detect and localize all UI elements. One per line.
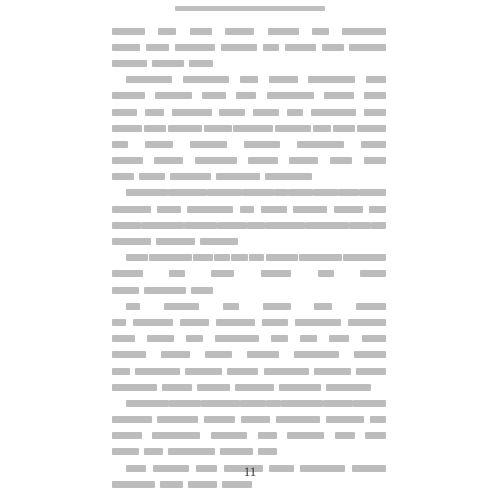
word-placeholder (370, 416, 386, 423)
word-placeholder (313, 189, 339, 196)
word-placeholder (126, 303, 140, 310)
word-placeholder (180, 319, 209, 326)
word-placeholder (221, 44, 257, 51)
word-placeholder (247, 351, 279, 358)
word-placeholder (227, 368, 258, 375)
word-placeholder (112, 109, 137, 116)
word-placeholder (144, 287, 186, 294)
word-placeholder (297, 141, 343, 148)
word-placeholder (207, 189, 242, 196)
word-placeholder (295, 319, 341, 326)
word-placeholder (190, 141, 227, 148)
word-placeholder (268, 28, 299, 35)
word-placeholder (326, 384, 371, 391)
word-placeholder (156, 238, 195, 245)
text-line (112, 412, 386, 428)
word-placeholder (204, 416, 235, 423)
word-placeholder (195, 157, 238, 164)
text-line (112, 298, 386, 314)
word-placeholder (197, 384, 230, 391)
word-placeholder (269, 76, 298, 83)
word-placeholder (334, 206, 363, 213)
word-placeholder (279, 384, 321, 391)
word-placeholder (144, 125, 166, 132)
text-line (112, 428, 386, 444)
text-line (112, 185, 386, 201)
word-placeholder (223, 303, 240, 310)
word-placeholder (247, 222, 265, 229)
word-placeholder (112, 416, 152, 423)
text-line (112, 395, 386, 411)
word-placeholder (189, 60, 212, 67)
word-placeholder (141, 222, 184, 229)
word-placeholder (112, 335, 135, 342)
word-placeholder (225, 28, 254, 35)
text-line (112, 233, 386, 249)
word-placeholder (240, 400, 266, 407)
word-placeholder (364, 92, 386, 99)
text-line (112, 104, 386, 120)
text-line (112, 444, 386, 460)
word-placeholder (145, 109, 164, 116)
word-placeholder (265, 173, 312, 180)
word-placeholder (190, 28, 212, 35)
word-placeholder (264, 368, 309, 375)
word-placeholder (338, 189, 359, 196)
paragraph (112, 298, 386, 395)
word-placeholder (287, 109, 304, 116)
word-placeholder (152, 60, 185, 67)
word-placeholder (261, 270, 292, 277)
word-placeholder (322, 44, 344, 51)
text-line (112, 347, 386, 363)
word-placeholder (274, 189, 288, 196)
word-placeholder (133, 319, 173, 326)
word-placeholder (294, 351, 339, 358)
word-placeholder (217, 222, 246, 229)
word-placeholder (216, 319, 255, 326)
text-line (112, 314, 386, 330)
word-placeholder (348, 319, 386, 326)
word-placeholder (275, 125, 311, 132)
word-placeholder (365, 432, 386, 439)
word-placeholder (281, 400, 324, 407)
word-placeholder (364, 109, 386, 116)
word-placeholder (169, 270, 185, 277)
word-placeholder (157, 416, 198, 423)
word-placeholder (164, 303, 199, 310)
word-placeholder (112, 481, 155, 488)
word-placeholder (112, 157, 143, 164)
word-placeholder (112, 287, 139, 294)
text-line (112, 217, 386, 233)
word-placeholder (112, 44, 140, 51)
word-placeholder (201, 400, 239, 407)
word-placeholder (205, 351, 232, 358)
word-placeholder (112, 270, 143, 277)
word-placeholder (318, 270, 334, 277)
paragraph (112, 250, 386, 299)
word-placeholder (172, 109, 212, 116)
word-placeholder (112, 206, 151, 213)
word-placeholder (193, 254, 213, 261)
word-placeholder (289, 157, 318, 164)
word-placeholder (112, 319, 126, 326)
text-line (112, 39, 386, 55)
word-placeholder (357, 125, 386, 132)
text-line (112, 201, 386, 217)
word-placeholder (160, 481, 183, 488)
word-placeholder (191, 287, 213, 294)
running-head (170, 2, 330, 14)
word-placeholder (300, 335, 316, 342)
word-placeholder (241, 416, 270, 423)
word-placeholder (299, 254, 341, 261)
word-placeholder (161, 351, 190, 358)
running-head-text-illegible (175, 6, 325, 11)
word-placeholder (144, 448, 163, 455)
word-placeholder (149, 254, 191, 261)
word-placeholder (184, 222, 217, 229)
word-placeholder (354, 351, 386, 358)
word-placeholder (266, 400, 281, 407)
word-placeholder (187, 206, 234, 213)
text-line (112, 72, 386, 88)
word-placeholder (186, 335, 203, 342)
word-placeholder (211, 270, 235, 277)
word-placeholder (112, 60, 147, 67)
word-placeholder (330, 157, 353, 164)
word-placeholder (145, 141, 173, 148)
word-placeholder (170, 173, 211, 180)
paragraph (112, 72, 386, 185)
word-placeholder (262, 319, 287, 326)
word-placeholder (311, 109, 356, 116)
word-placeholder (244, 141, 280, 148)
word-placeholder (157, 206, 180, 213)
word-placeholder (249, 254, 264, 261)
word-placeholder (314, 368, 351, 375)
word-placeholder (349, 44, 386, 51)
word-placeholder (314, 303, 332, 310)
word-placeholder (261, 206, 287, 213)
word-placeholder (288, 189, 312, 196)
word-placeholder (215, 335, 259, 342)
word-placeholder (308, 76, 354, 83)
word-placeholder (146, 44, 170, 51)
word-placeholder (371, 222, 386, 229)
paragraph (112, 23, 386, 72)
word-placeholder (112, 125, 142, 132)
word-placeholder (168, 125, 203, 132)
word-placeholder (359, 189, 386, 196)
word-placeholder (333, 125, 355, 132)
text-line (112, 136, 386, 152)
word-placeholder (126, 400, 169, 407)
word-placeholder (313, 125, 332, 132)
word-placeholder (287, 432, 324, 439)
paragraph (112, 395, 386, 460)
word-placeholder (112, 448, 139, 455)
word-placeholder (242, 189, 274, 196)
word-placeholder (276, 416, 320, 423)
word-placeholder (353, 400, 386, 407)
word-placeholder (361, 141, 386, 148)
word-placeholder (188, 481, 216, 488)
word-placeholder (126, 189, 168, 196)
word-placeholder (369, 206, 386, 213)
word-placeholder (175, 44, 216, 51)
word-placeholder (169, 400, 201, 407)
word-placeholder (266, 254, 298, 261)
word-placeholder (263, 44, 280, 51)
word-placeholder (324, 92, 353, 99)
word-placeholder (200, 238, 238, 245)
word-placeholder (293, 206, 327, 213)
word-placeholder (168, 448, 215, 455)
word-placeholder (112, 368, 130, 375)
word-placeholder (211, 432, 247, 439)
word-placeholder (253, 109, 279, 116)
word-placeholder (112, 222, 141, 229)
text-line (112, 379, 386, 395)
word-placeholder (356, 303, 386, 310)
word-placeholder (349, 222, 372, 229)
word-placeholder (271, 335, 288, 342)
word-placeholder (265, 222, 305, 229)
word-placeholder (220, 448, 253, 455)
word-placeholder (360, 270, 386, 277)
word-placeholder (258, 448, 277, 455)
word-placeholder (214, 254, 229, 261)
text-line (112, 120, 386, 136)
word-placeholder (112, 238, 151, 245)
text-line (112, 23, 386, 39)
word-placeholder (112, 28, 145, 35)
word-placeholder (329, 335, 349, 342)
word-placeholder (135, 368, 180, 375)
word-placeholder (155, 92, 192, 99)
word-placeholder (323, 400, 353, 407)
word-placeholder (343, 254, 386, 261)
word-placeholder (258, 432, 277, 439)
word-placeholder (222, 481, 253, 488)
word-placeholder (285, 44, 316, 51)
word-placeholder (183, 76, 230, 83)
word-placeholder (112, 384, 157, 391)
word-placeholder (112, 173, 134, 180)
word-placeholder (335, 432, 355, 439)
word-placeholder (112, 351, 146, 358)
word-placeholder (305, 222, 349, 229)
page-number: 11 (243, 464, 257, 479)
word-placeholder (112, 141, 128, 148)
word-placeholder (139, 173, 165, 180)
word-placeholder (126, 254, 148, 261)
paragraph (112, 185, 386, 250)
word-placeholder (162, 384, 192, 391)
text-line (112, 55, 386, 71)
word-placeholder (235, 384, 274, 391)
page-body (112, 23, 386, 492)
text-line (112, 282, 386, 298)
text-line (112, 88, 386, 104)
text-line (112, 266, 386, 282)
word-placeholder (112, 92, 145, 99)
word-placeholder (152, 432, 200, 439)
text-line (112, 331, 386, 347)
word-placeholder (147, 335, 173, 342)
word-placeholder (326, 416, 365, 423)
word-placeholder (154, 157, 183, 164)
word-placeholder (312, 28, 329, 35)
word-placeholder (158, 28, 176, 35)
word-placeholder (248, 157, 277, 164)
word-placeholder (204, 125, 232, 132)
word-placeholder (342, 28, 386, 35)
word-placeholder (233, 125, 273, 132)
word-placeholder (362, 335, 386, 342)
word-placeholder (263, 303, 291, 310)
word-placeholder (202, 92, 226, 99)
word-placeholder (240, 76, 258, 83)
word-placeholder (240, 206, 254, 213)
word-placeholder (219, 109, 245, 116)
word-placeholder (364, 157, 386, 164)
text-line (112, 250, 386, 266)
word-placeholder (112, 432, 142, 439)
word-placeholder (356, 368, 386, 375)
word-placeholder (185, 368, 222, 375)
text-line (112, 363, 386, 379)
word-placeholder (168, 189, 207, 196)
word-placeholder (126, 76, 172, 83)
text-line (112, 153, 386, 169)
word-placeholder (236, 92, 256, 99)
word-placeholder (231, 254, 248, 261)
word-placeholder (366, 76, 386, 83)
text-line (112, 169, 386, 185)
word-placeholder (267, 92, 315, 99)
word-placeholder (216, 173, 260, 180)
